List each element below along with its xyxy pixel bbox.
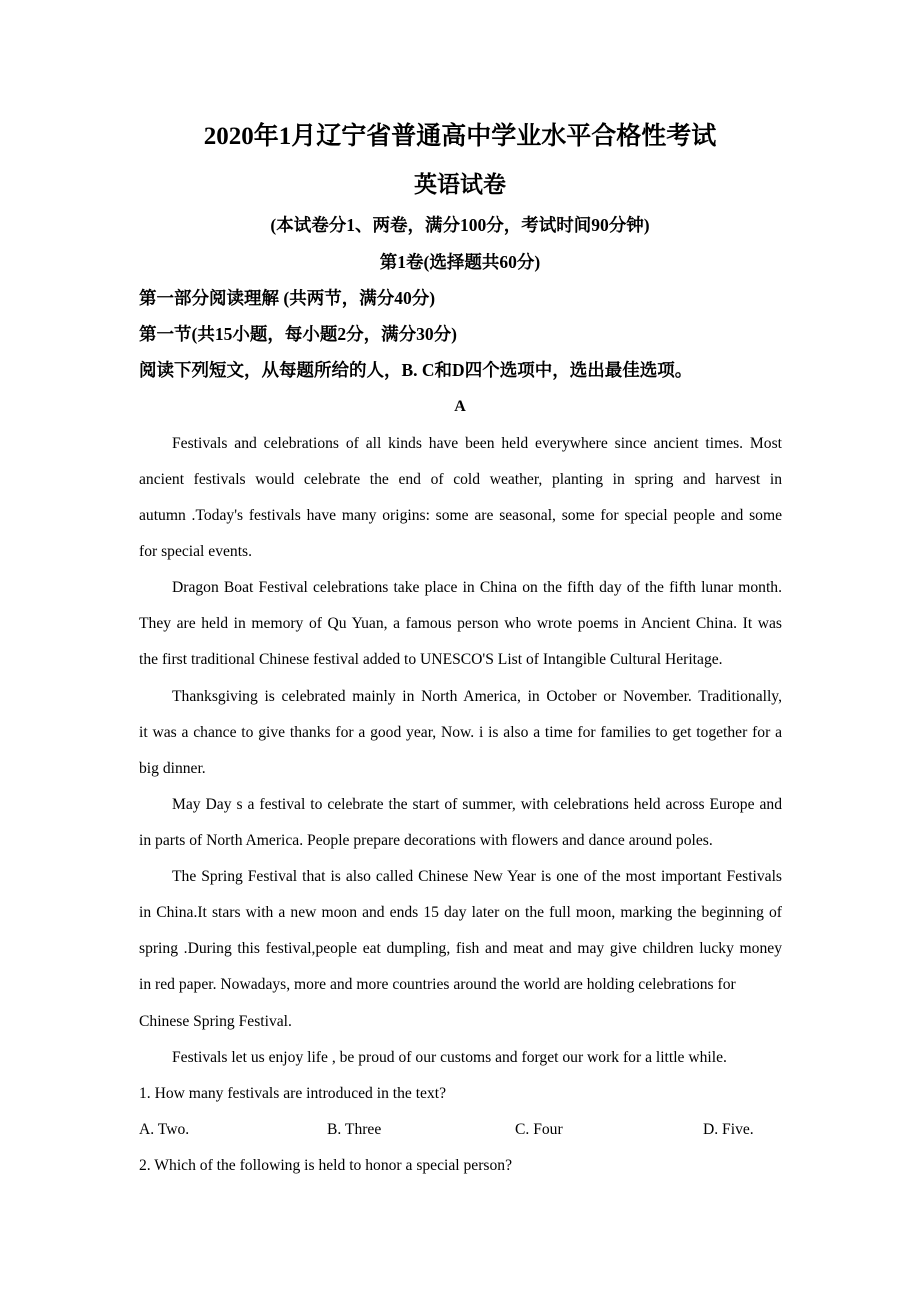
passage-line: Chinese Spring Festival. — [139, 1013, 292, 1030]
subsection-heading: 第一节(共15小题，每小题2分，满分30分) — [139, 324, 457, 344]
passage-line: Dragon Boat Festival celebrations take place in China on the fifth day of the fifth lunar month. — [172, 579, 782, 596]
exam-title: 2020年1月辽宁省普通高中学业水平合格性考试 — [203, 123, 717, 150]
passage-line: big dinner. — [139, 760, 206, 777]
passage-line: May Day s a festival to celebrate the start of summer, with celebrations held across Europe and — [172, 796, 782, 813]
question-stem: 2. Which of the following is held to honor a special person? — [139, 1157, 513, 1174]
passage-line: autumn .Today's festivals have many origins: some are seasonal, some for special people and some — [139, 507, 782, 524]
exam-note: (本试卷分1、两卷，满分100分，考试时间90分钟) — [270, 215, 650, 235]
passage-line: for special events. — [139, 543, 253, 560]
option-d: D. Five. — [703, 1121, 754, 1138]
option-b: B. Three — [327, 1121, 382, 1138]
passage-line: in red paper. Nowadays, more and more countries around the world are holding celebrations for — [139, 976, 736, 993]
passage-line: Thanksgiving is celebrated mainly in North America, in October or November. Traditionally, — [172, 688, 782, 705]
option-c: C. Four — [515, 1121, 563, 1138]
exam-subtitle: 英语试卷 — [414, 172, 506, 197]
part-heading: 第一部分阅读理解 (共两节，满分40分) — [139, 288, 436, 308]
passage-label: A — [454, 398, 466, 415]
question-stem: 1. How many festivals are introduced in the text? — [139, 1085, 447, 1102]
passage-line: The Spring Festival that is also called Chinese New Year is one of the most important Festivals — [172, 868, 782, 885]
passage-line: in parts of North America. People prepare decorations with flowers and dance around poles. — [139, 832, 713, 849]
passage-line: it was a chance to give thanks for a good year, Now. i is also a time for families to get together for a — [139, 724, 782, 741]
passage-line: in China.It stars with a new moon and ends 15 day later on the full moon, marking the beginning of — [139, 904, 782, 921]
instruction-text: 阅读下列短文，从每题所给的人，B. C和D四个选项中，选出最佳选项。 — [139, 360, 693, 380]
option-a: A. Two. — [139, 1121, 190, 1138]
passage-line: ancient festivals would celebrate the end of cold weather, planting in spring and harvest in — [139, 471, 782, 488]
volume-heading: 第1卷(选择题共60分) — [379, 252, 541, 272]
passage-line: spring .During this festival,people eat dumpling, fish and meat and may give children lucky money — [139, 940, 782, 957]
passage-line: the first traditional Chinese festival added to UNESCO'S List of Intangible Cultural Heritage. — [139, 651, 723, 668]
passage-line: They are held in memory of Qu Yuan, a famous person who wrote poems in Ancient China. It was — [139, 615, 782, 632]
passage-line: Festivals let us enjoy life , be proud of our customs and forget our work for a little while. — [172, 1049, 727, 1066]
passage-line: Festivals and celebrations of all kinds have been held everywhere since ancient times. Most — [172, 435, 782, 452]
